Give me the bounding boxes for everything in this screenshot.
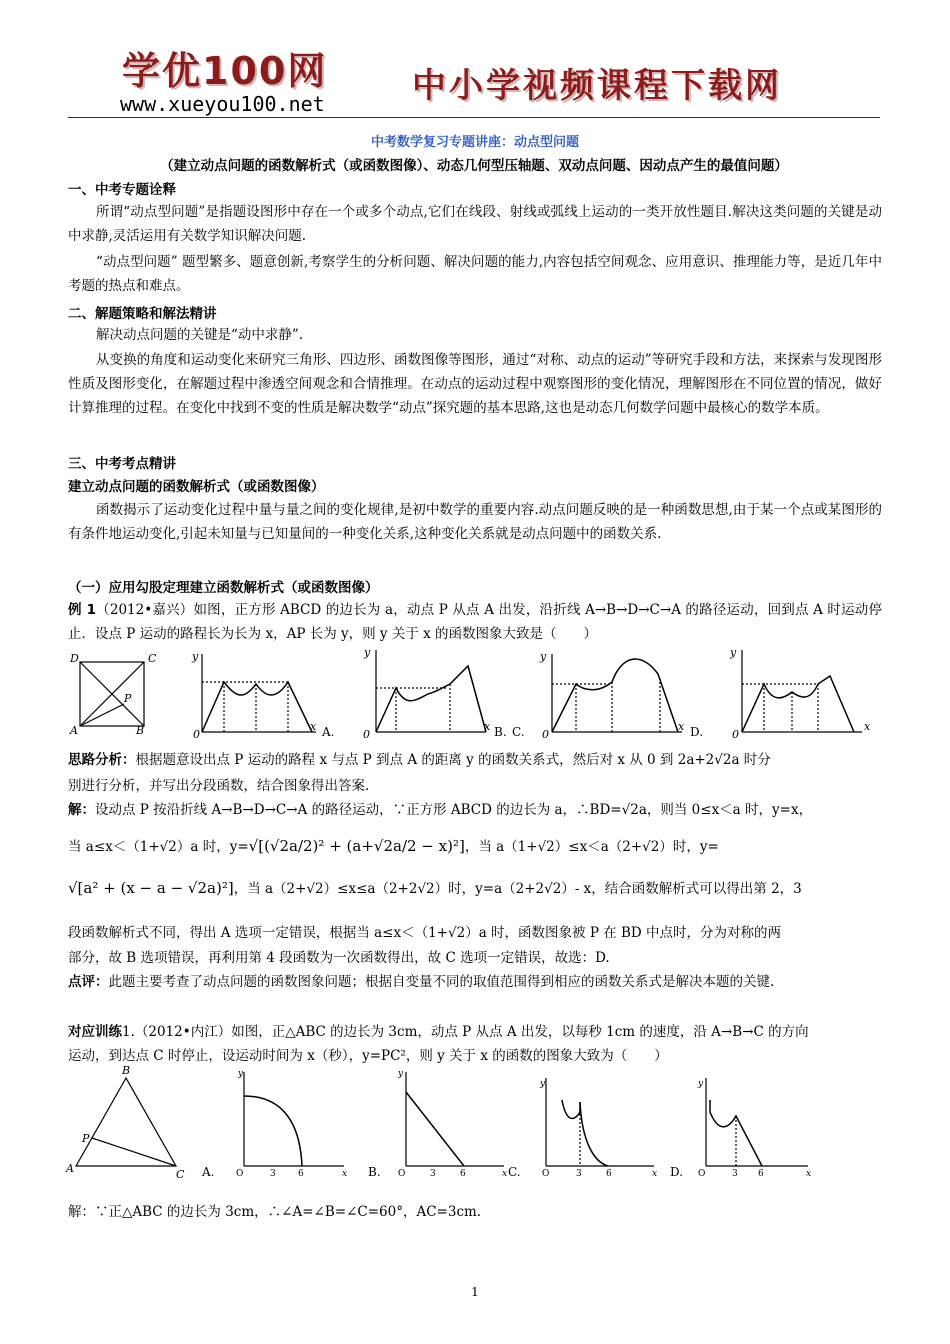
graph-a bbox=[202, 654, 316, 732]
formula-1: √[(√2a/2)² + (a+√2a/2 − x)²] bbox=[248, 837, 465, 855]
svg-text:x: x bbox=[502, 1169, 508, 1179]
example-1-body: （2012•嘉兴）如图，正方形 ABCD 的边长为 a，动点 P 从点 A 出发，沿折线 A→B→D→C→A 的路径运动，回到点 A 时运动停止．设点 P 运动的路程长为长为 x，AP 长为 y，则 y 关于 x 的函数图象大致是（ ） bbox=[68, 602, 882, 642]
sqrt2: √2 bbox=[544, 881, 562, 897]
sol-j: ）时，y=a（2+2 bbox=[434, 881, 545, 897]
svg-text:C: C bbox=[148, 652, 157, 665]
example-1-solution-line-5: 部分，故 B 选项错误，再利用第 4 段函数为一次函数得出，故 C 选项一定错误，故选：D. bbox=[68, 950, 610, 966]
page-number: 1 bbox=[471, 1285, 479, 1299]
svg-text:C: C bbox=[176, 1168, 185, 1181]
training-label: 对应训练 bbox=[68, 1024, 122, 1040]
svg-text:O: O bbox=[698, 1169, 706, 1179]
svg-text:P: P bbox=[82, 1132, 90, 1145]
graph-c bbox=[552, 654, 682, 732]
sqrt2: √2 bbox=[159, 839, 177, 855]
svg-text:0: 0 bbox=[732, 728, 739, 741]
section-2-para-2: 从变换的角度和运动变化来研究三角形、四边形、函数图像等图形，通过“对称、动点的运动”等研究手段和方法，来探索与发现图形性质及图形变化，在解题过程中渗透空间观念和合情推理。在动点的运动过程中观察图形的变化情况，理解图形在不同位置的情况，做好计算推理的过程。在变化中找到不变的性质是解决数学“动点”探究题的基本思路,这也是动态几何数学问题中最核心的数学本质。 bbox=[68, 352, 882, 416]
sol-i: ）≤x≤a（2+2 bbox=[323, 881, 418, 897]
example-1-solution-line-4 bbox=[68, 921, 781, 941]
svg-text:0: 0 bbox=[363, 728, 370, 741]
svg-text:y: y bbox=[364, 648, 371, 659]
svg-text:O: O bbox=[236, 1169, 244, 1179]
svg-text:y: y bbox=[238, 1069, 244, 1079]
svg-text:A: A bbox=[70, 724, 78, 737]
svg-text:O: O bbox=[542, 1169, 550, 1179]
sqrt2: √2 bbox=[621, 802, 639, 818]
page-title: 中考数学复习专题讲座：动点型问题 bbox=[370, 135, 579, 150]
sol-b: a，则当 0≤x＜a 时，y=x， bbox=[638, 802, 813, 818]
sqrt2: √2 bbox=[448, 925, 466, 941]
svg-text:y: y bbox=[192, 650, 199, 663]
idea-label: 思路分析： bbox=[68, 752, 136, 768]
ex1-option-d[interactable]: D. bbox=[690, 725, 704, 739]
square-figure bbox=[80, 662, 144, 726]
sqrt2: √2 bbox=[537, 839, 555, 855]
svg-text:x: x bbox=[678, 720, 685, 733]
svg-text:O: O bbox=[398, 1169, 406, 1179]
training-1-line-1 bbox=[68, 1020, 809, 1040]
sol-d: ）a 时，y= bbox=[176, 839, 249, 855]
sol-e: ，当 a（1+ bbox=[464, 839, 538, 855]
training-1-solution: 解：∵正△ABC 的边长为 3cm，∴∠A=∠B=∠C=60°，AC=3cm. bbox=[68, 1204, 482, 1220]
example-1-idea-line-2: 别进行分析，并写出分段函数，结合图象得出答案. bbox=[68, 778, 370, 794]
example-1-solution-line-3 bbox=[68, 877, 802, 897]
graph-t-c bbox=[546, 1078, 654, 1166]
graph-t-a bbox=[244, 1072, 344, 1166]
section-1-para-2: “动点型问题” 题型繁多、题意创新,考察学生的分析问题、解决问题的能力,内容包括空间观念、应用意识、推理能力等，是近几年中考题的热点和难点。 bbox=[68, 254, 882, 294]
graph-b bbox=[376, 650, 486, 732]
comment-text: 此题主要考查了动点问题的函数图象问题；根据自变量不同的取值范围得到相应的函数关系式是解决本题的关键. bbox=[108, 974, 775, 990]
svg-text:x: x bbox=[484, 720, 491, 733]
tr1-option-b[interactable]: B. bbox=[368, 1165, 381, 1179]
svg-text:y: y bbox=[540, 1079, 546, 1089]
svg-text:6: 6 bbox=[606, 1169, 612, 1179]
idea-text-b: a 时分 bbox=[731, 752, 771, 768]
sqrt2: √2 bbox=[642, 839, 660, 855]
sol-c: 当 a≤x＜（1+ bbox=[68, 839, 160, 855]
svg-text:0: 0 bbox=[542, 728, 549, 741]
svg-text:6: 6 bbox=[758, 1169, 764, 1179]
example-1-text bbox=[68, 598, 882, 646]
svg-text:P: P bbox=[124, 692, 132, 705]
header-rule bbox=[68, 117, 880, 118]
svg-text:0: 0 bbox=[193, 728, 200, 741]
svg-text:x: x bbox=[342, 1169, 348, 1179]
sqrt2: √2 bbox=[306, 881, 324, 897]
comment-label: 点评： bbox=[68, 974, 109, 990]
section-1-para-1: 所谓“动点型问题”是指题设图形中存在一个或多个动点,它们在线段、射线或弧线上运动的一类开放性题目.解决这类问题的关键是动中求静,灵活运用有关数学知识解决问题. bbox=[68, 204, 882, 244]
ex1-option-c[interactable]: C. bbox=[512, 725, 525, 739]
sol-k: ）- x，结合函数解析式可以得出第 2，3 bbox=[561, 881, 802, 897]
tr1-option-a[interactable]: A. bbox=[202, 1165, 215, 1179]
graph-d bbox=[742, 650, 862, 732]
graph-t-d bbox=[706, 1078, 808, 1166]
sqrt2: √2 bbox=[714, 752, 732, 768]
svg-text:3: 3 bbox=[576, 1169, 582, 1179]
section-3-heading: 三、中考考点精讲 bbox=[68, 456, 176, 472]
sqrt2: √2 bbox=[417, 881, 435, 897]
example-1-solution-line-1 bbox=[68, 798, 812, 818]
svg-text:x: x bbox=[652, 1169, 658, 1179]
svg-text:x: x bbox=[310, 720, 317, 733]
svg-text:6: 6 bbox=[298, 1169, 304, 1179]
svg-text:x: x bbox=[864, 720, 871, 733]
graph-t-b bbox=[406, 1072, 504, 1166]
svg-text:B: B bbox=[136, 724, 145, 737]
sol-h: ，当 a（2+ bbox=[233, 881, 307, 897]
formula-2: √[a² + (x − a − √2a)²] bbox=[68, 879, 234, 897]
svg-text:A: A bbox=[66, 1162, 74, 1175]
logo-url[interactable]: www.xueyou100.net bbox=[120, 92, 325, 116]
svg-text:x: x bbox=[806, 1169, 812, 1179]
example-1-idea-line-1 bbox=[68, 748, 771, 768]
svg-text:6: 6 bbox=[460, 1169, 466, 1179]
svg-text:y: y bbox=[730, 648, 737, 659]
training-1-line-2: 运动，到达点 C 时停止，设运动时间为 x（秒），y=PC²，则 y 关于 x 的函数的图象大致为（ ） bbox=[68, 1048, 668, 1064]
idea-text-a: 根据题意设出点 P 运动的路程 x 与点 P 到点 A 的距离 y 的函数关系式，然后对 x 从 0 到 2a+2 bbox=[135, 752, 715, 768]
section-3-subheading: 建立动点问题的函数解析式（或函数图像） bbox=[68, 479, 325, 495]
svg-text:3: 3 bbox=[430, 1169, 436, 1179]
banner-title: 中小学视频课程下载网 bbox=[412, 66, 782, 106]
example-1-label: 例 1 bbox=[68, 602, 96, 618]
sol-f: ）≤x＜a（2+ bbox=[554, 839, 643, 855]
training-text-a: 1.（2012•内江）如图，正△ABC 的边长为 3cm，动点 P 从点 A 出发，以每秒 1cm 的速度，沿 A→B→C 的方向 bbox=[122, 1024, 809, 1040]
example-1-figures bbox=[66, 648, 886, 744]
page-subtitle: （建立动点问题的函数解析式（或函数图像）、动态几何型压轴题、双动点问题、因动点产生的最值问题） bbox=[160, 158, 788, 174]
section-3-subheading-2: （一）应用勾股定理建立函数解析式（或函数图像） bbox=[68, 580, 379, 596]
tr1-option-c[interactable]: C. bbox=[508, 1165, 521, 1179]
tr1-option-d[interactable]: D. bbox=[670, 1165, 684, 1179]
solution-label: 解： bbox=[68, 802, 95, 818]
section-2-heading: 二、解题策略和解法精讲 bbox=[68, 306, 217, 322]
sol-a: 设动点 P 按沿折线 A→B→D→C→A 的路径运动，∵正方形 ABCD 的边长为 a，∴BD= bbox=[95, 802, 622, 818]
svg-text:y: y bbox=[398, 1069, 404, 1079]
example-1-comment bbox=[68, 970, 882, 994]
training-1-figures bbox=[62, 1062, 882, 1188]
sol-g: ）时，y= bbox=[659, 839, 719, 855]
svg-text:y: y bbox=[698, 1079, 704, 1089]
svg-text:y: y bbox=[540, 650, 547, 663]
section-3-para-1: 函数揭示了运动变化过程中量与量之间的变化规律,是初中数学的重要内容.动点问题反映的是一种函数思想,由于某一个点或某图形的有条件地运动变化,引起未知量与已知量间的一种变化关系,这种变化关系就是动点问题中的函数关系. bbox=[68, 502, 882, 542]
section-2-para-1: 解决动点问题的关键是“动中求静”. bbox=[96, 327, 304, 343]
sol-l: 段函数解析式不同，得出 A 选项一定错误，根据当 a≤x＜（1+ bbox=[68, 925, 448, 941]
section-1-heading: 一、中考专题诠释 bbox=[68, 182, 176, 198]
svg-text:B: B bbox=[122, 1064, 131, 1077]
svg-text:3: 3 bbox=[270, 1169, 276, 1179]
sol-m: ）a 时，函数图象被 P 在 BD 中点时，分为对称的两 bbox=[465, 925, 782, 941]
svg-text:D: D bbox=[70, 652, 79, 665]
svg-text:3: 3 bbox=[732, 1169, 738, 1179]
triangle-figure bbox=[76, 1078, 176, 1166]
example-1-solution-line-2 bbox=[68, 835, 719, 855]
ex1-option-a[interactable]: A. bbox=[322, 725, 335, 739]
ex1-option-b[interactable]: B. bbox=[494, 725, 507, 739]
logo-cn: 学优100网 bbox=[122, 49, 328, 93]
